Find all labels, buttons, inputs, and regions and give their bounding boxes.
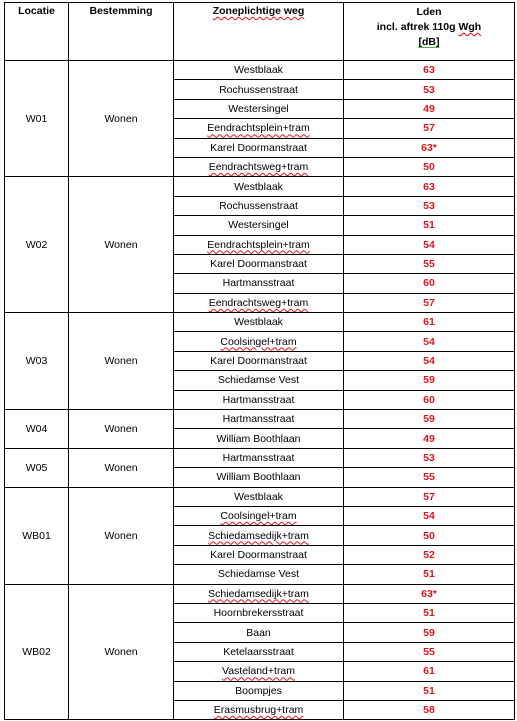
- weg-label: Ketelaarsstraat: [223, 645, 294, 658]
- weg-label: Rochussenstraat: [219, 83, 298, 96]
- lden-value-cell: 53: [344, 196, 515, 215]
- weg-cell: [174, 506, 344, 525]
- weg-label: Hoornbrekersstraat: [213, 607, 304, 620]
- weg-label: Schiedamse Vest: [217, 374, 300, 387]
- table-row: [5, 584, 515, 603]
- weg-cell: [174, 235, 344, 254]
- weg-cell: [174, 371, 344, 390]
- header-row: [5, 3, 515, 61]
- lden-value-cell: 63*: [344, 138, 515, 157]
- lden-value-cell: 51: [344, 681, 515, 700]
- header-locatie: Locatie: [5, 3, 69, 61]
- weg-label: Hartmansstraat: [222, 413, 295, 426]
- table-row: [5, 410, 515, 429]
- lden-value-cell: 54: [344, 351, 515, 370]
- weg-cell: [174, 216, 344, 235]
- weg-cell: [174, 196, 344, 215]
- weg-label: Hartmansstraat: [222, 277, 295, 290]
- lden-value-cell: 55: [344, 254, 515, 273]
- weg-cell: [174, 80, 344, 99]
- locatie-cell: W02: [5, 177, 69, 313]
- table-row: [5, 61, 515, 80]
- lden-value-cell: 55: [344, 642, 515, 661]
- weg-cell: [174, 313, 344, 332]
- weg-label: Baan: [246, 626, 271, 639]
- lden-value-cell: 50: [344, 526, 515, 545]
- weg-label: Westblaak: [234, 180, 283, 193]
- lden-value-cell: 52: [344, 545, 515, 564]
- weg-label: Westblaak: [234, 64, 283, 77]
- lden-value-cell: 63*: [344, 584, 515, 603]
- lden-value-cell: 51: [344, 565, 515, 584]
- table-row: [5, 487, 515, 506]
- lden-value-cell: 57: [344, 293, 515, 312]
- weg-cell: [174, 157, 344, 176]
- bestemming-cell: Wonen: [69, 61, 174, 177]
- bestemming-cell: Wonen: [69, 487, 174, 584]
- weg-cell: [174, 138, 344, 157]
- weg-label: Eendrachtsplein+tram: [207, 122, 310, 135]
- weg-cell: [174, 642, 344, 661]
- locatie-cell: W01: [5, 61, 69, 177]
- weg-cell: [174, 119, 344, 138]
- weg-label: Eendrachtsweg+tram: [208, 161, 309, 174]
- weg-cell: [174, 332, 344, 351]
- weg-label: William Boothlaan: [216, 471, 301, 484]
- weg-label: Schiedamsedijk+tram: [208, 529, 309, 542]
- lden-value-cell: 53: [344, 80, 515, 99]
- weg-label: Karel Doormanstraat: [210, 355, 307, 368]
- table-body: [5, 61, 515, 720]
- weg-label: Schiedamsedijk+tram: [208, 587, 309, 600]
- lden-value-cell: 60: [344, 274, 515, 293]
- header-lden-title: Lden: [416, 6, 442, 18]
- weg-label: Westersingel: [228, 102, 289, 115]
- lden-value-cell: 58: [344, 700, 515, 719]
- header-bestemming: Bestemming: [69, 3, 174, 61]
- locatie-cell: WB02: [5, 584, 69, 720]
- weg-label: Karel Doormanstraat: [210, 141, 307, 154]
- weg-cell: [174, 351, 344, 370]
- weg-cell: [174, 700, 344, 719]
- lden-value-cell: 57: [344, 487, 515, 506]
- weg-label: Coolsingel+tram: [220, 510, 297, 523]
- lden-value-cell: 61: [344, 662, 515, 681]
- locatie-cell: W03: [5, 313, 69, 410]
- bestemming-cell: Wonen: [69, 313, 174, 410]
- bestemming-cell: Wonen: [69, 410, 174, 449]
- weg-label: Karel Doormanstraat: [210, 548, 307, 561]
- locatie-cell: W05: [5, 448, 69, 487]
- weg-cell: [174, 584, 344, 603]
- weg-cell: [174, 526, 344, 545]
- locatie-cell: WB01: [5, 487, 69, 584]
- weg-label: Hartmansstraat: [222, 452, 295, 464]
- lden-value-cell: 49: [344, 429, 515, 448]
- weg-cell: [174, 681, 344, 700]
- weg-cell: [174, 61, 344, 80]
- weg-cell: [174, 410, 344, 429]
- weg-label: Rochussenstraat: [219, 199, 298, 212]
- lden-value-cell: 49: [344, 99, 515, 118]
- weg-cell: [174, 293, 344, 312]
- lden-value-cell: 51: [344, 603, 515, 622]
- weg-cell: [174, 254, 344, 273]
- weg-label: Eendrachtsplein+tram: [207, 238, 310, 251]
- lden-value-cell: 54: [344, 332, 515, 351]
- table-row: [5, 448, 515, 467]
- weg-cell: [174, 468, 344, 487]
- weg-label: Schiedamse Vest: [217, 568, 300, 581]
- locatie-cell: W04: [5, 410, 69, 449]
- noise-table: [4, 2, 515, 720]
- header-lden: [344, 3, 515, 61]
- lden-value-cell: 54: [344, 506, 515, 525]
- lden-value-cell: 51: [344, 216, 515, 235]
- weg-label: Eendrachtsweg+tram: [208, 296, 309, 309]
- lden-value-cell: 60: [344, 390, 515, 409]
- weg-cell: [174, 390, 344, 409]
- weg-label: Boompjes: [235, 684, 282, 697]
- weg-cell: [174, 662, 344, 681]
- lden-value-cell: 59: [344, 623, 515, 642]
- weg-cell: [174, 274, 344, 293]
- lden-value-cell: 57: [344, 119, 515, 138]
- lden-value-cell: 61: [344, 313, 515, 332]
- bestemming-cell: Wonen: [69, 448, 174, 487]
- weg-label: Westblaak: [234, 490, 283, 503]
- table-row: [5, 313, 515, 332]
- lden-value-cell: 63: [344, 177, 515, 196]
- weg-cell: [174, 429, 344, 448]
- weg-label: Westersingel: [228, 219, 289, 232]
- weg-cell: [174, 603, 344, 622]
- weg-label: William Boothlaan: [216, 432, 301, 445]
- lden-value-cell: 54: [344, 235, 515, 254]
- weg-label: Vasteland+tram: [221, 665, 296, 678]
- weg-label: Erasmusbrug+tram: [213, 704, 304, 717]
- lden-value-cell: 53: [344, 448, 515, 467]
- weg-cell: [174, 487, 344, 506]
- bestemming-cell: Wonen: [69, 177, 174, 313]
- weg-cell: [174, 545, 344, 564]
- bestemming-cell: Wonen: [69, 584, 174, 720]
- header-lden-sub: incl. aftrek 110g Wgh: [376, 21, 482, 33]
- weg-cell: [174, 177, 344, 196]
- lden-value-cell: 63: [344, 61, 515, 80]
- weg-label: Hartmansstraat: [222, 393, 295, 406]
- weg-label: Karel Doormanstraat: [210, 258, 307, 271]
- weg-label: Coolsingel+tram: [220, 335, 297, 348]
- lden-value-cell: 59: [344, 371, 515, 390]
- weg-cell: [174, 623, 344, 642]
- header-lden-unit: [dB]: [418, 36, 440, 48]
- weg-label: Westblaak: [234, 316, 283, 329]
- lden-value-cell: 55: [344, 468, 515, 487]
- lden-value-cell: 50: [344, 157, 515, 176]
- weg-cell: [174, 99, 344, 118]
- lden-value-cell: 59: [344, 410, 515, 429]
- table-row: [5, 177, 515, 196]
- weg-cell: [174, 565, 344, 584]
- header-weg: Zoneplichtige weg: [174, 3, 344, 61]
- weg-cell: [174, 448, 344, 467]
